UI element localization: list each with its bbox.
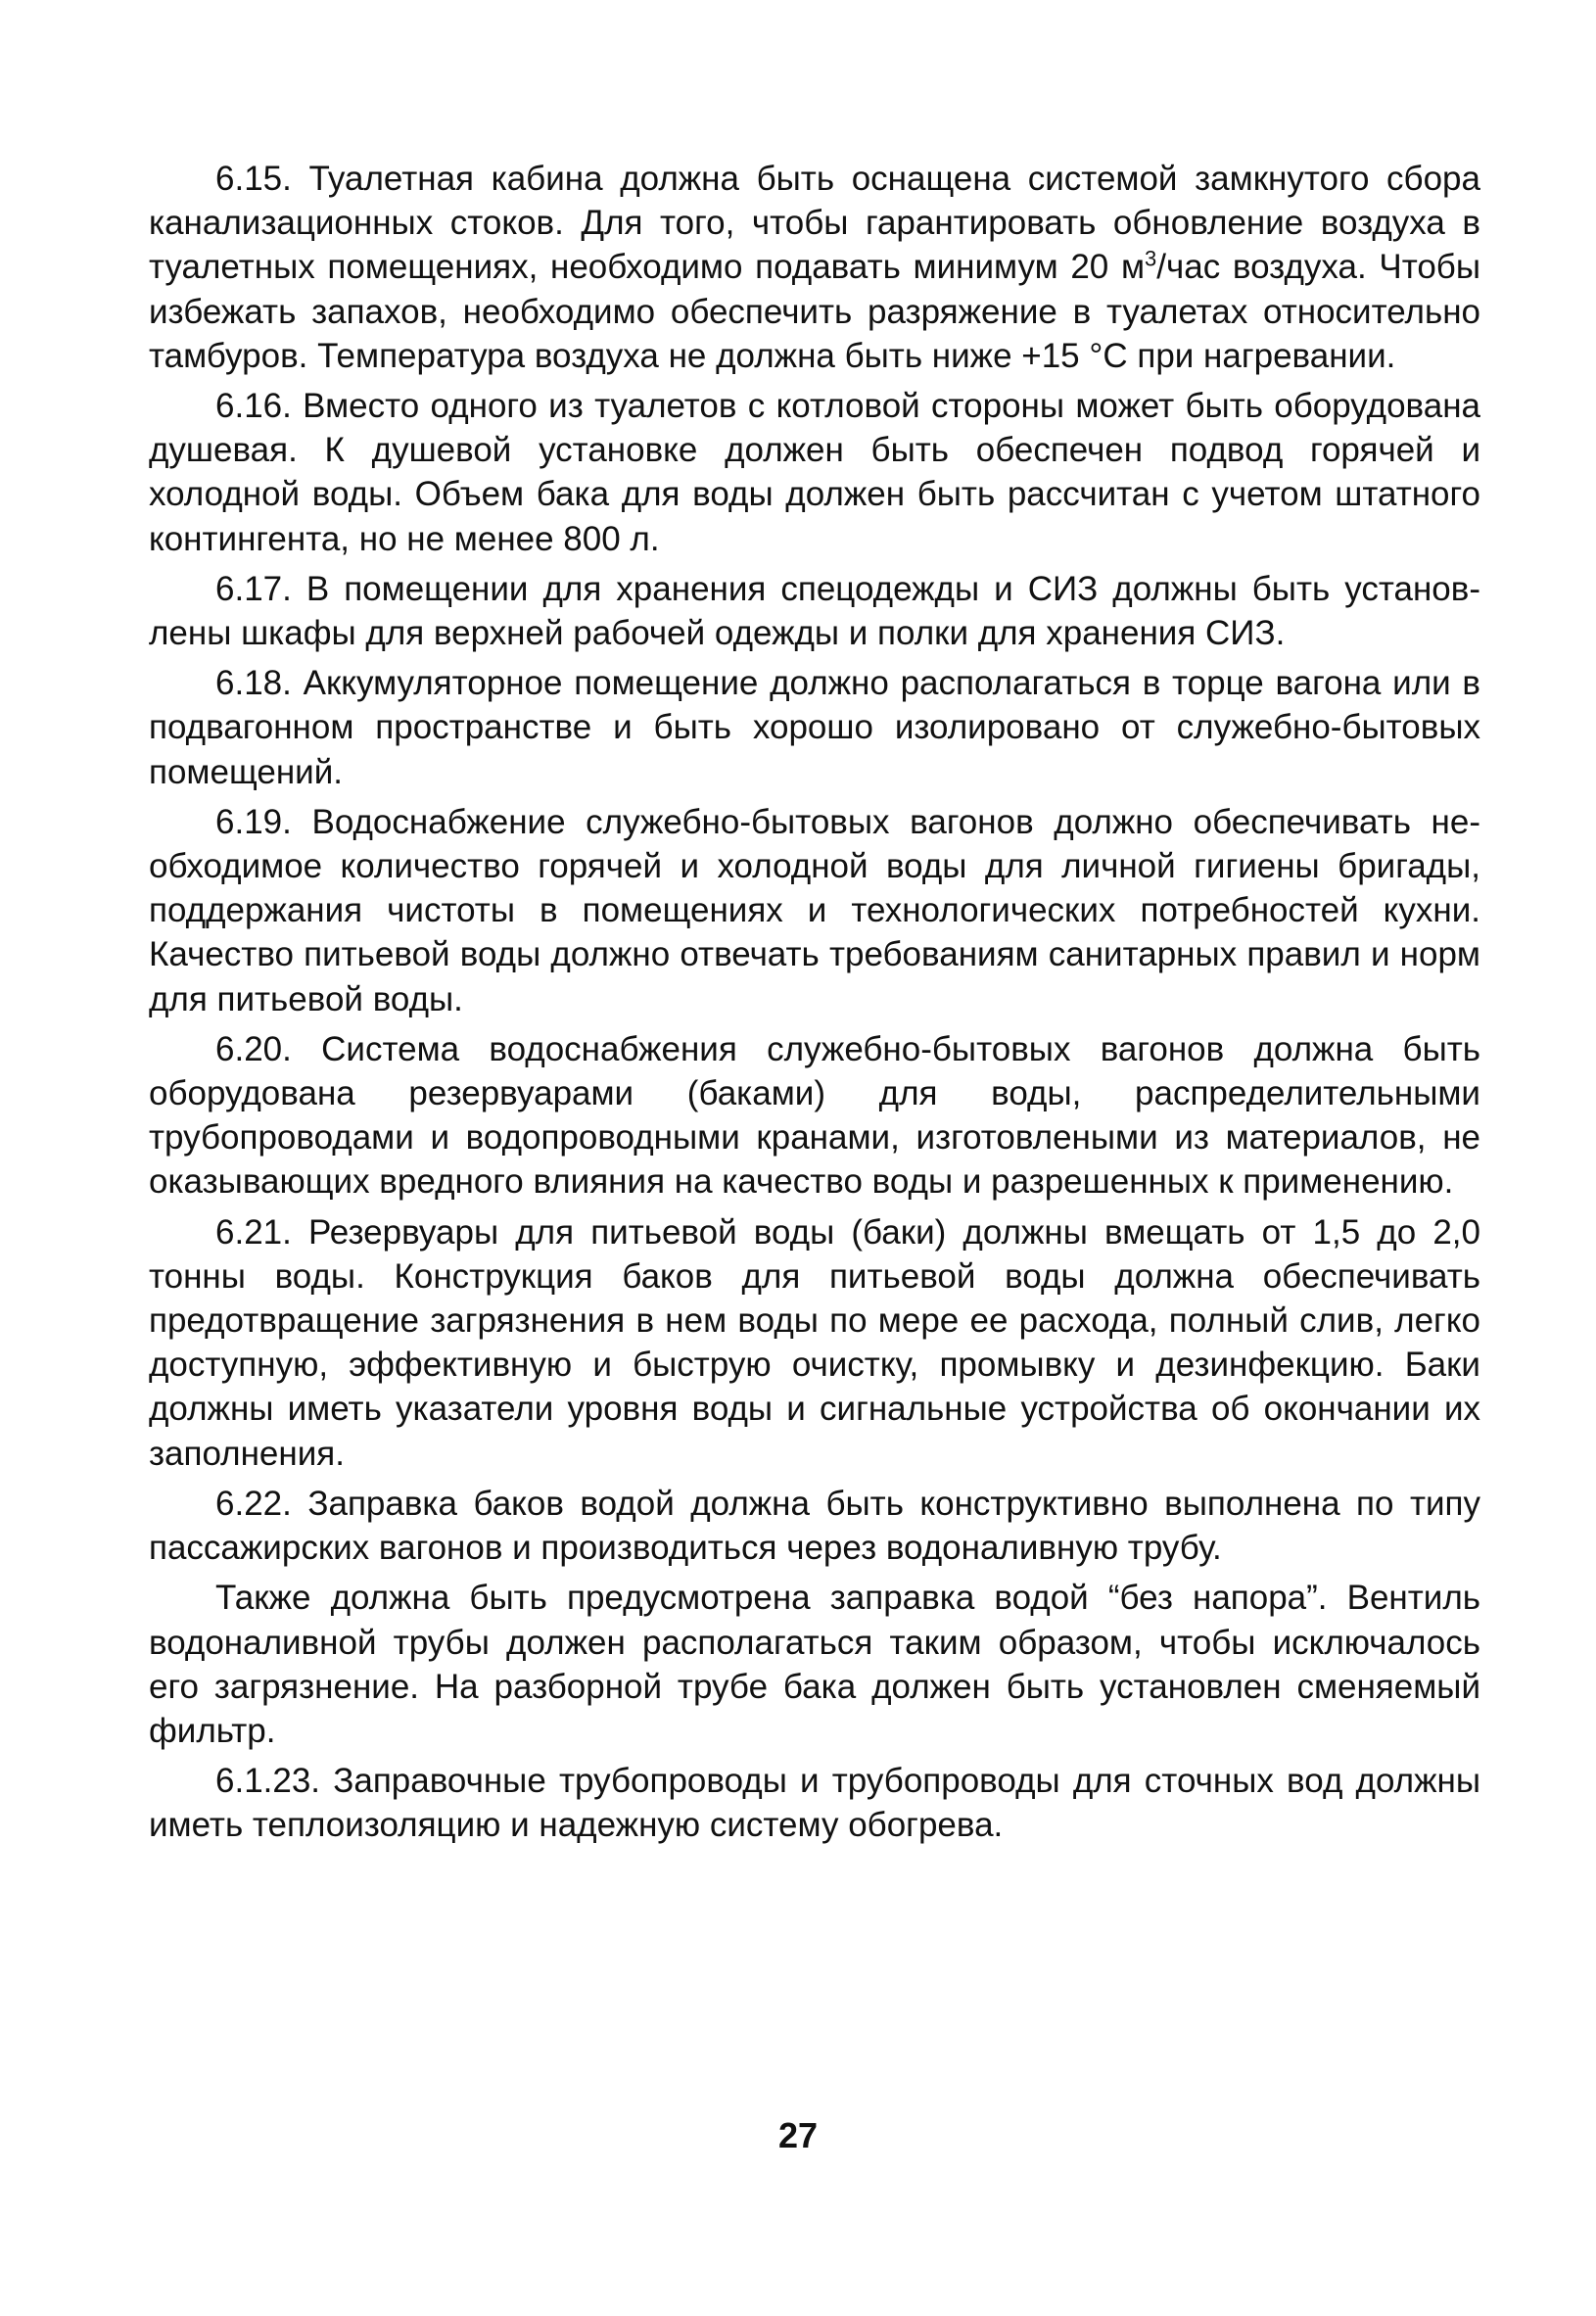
paragraph-text: В помещении для хранения спецодежды и СИЗ должны быть установлены шкафы для верхней рабочей одежды и полки для хранения СИЗ. (149, 569, 1480, 653)
paragraph-number: 6.16. (215, 387, 292, 426)
paragraph-number: 6.18. (215, 664, 292, 703)
document-page (149, 157, 1480, 1854)
paragraph-6-17 (149, 567, 1480, 655)
paragraph-6-15 (149, 157, 1480, 378)
paragraph-number: 6.1.23. (215, 1762, 321, 1801)
paragraph-text: Туалетная кабина должна быть оснащена системой замкнутого сбора канализационных стоков. Для того, чтобы гарантировать обновление воздуха в туалетных помещениях, необходимо подавать минимум 20 м (149, 160, 1480, 287)
paragraph-number: 6.17. (215, 569, 292, 608)
paragraph-text: Система водоснабжения служебно-бытовых вагонов должна быть оборудована резервуарами (баками) для воды, распределительными трубопроводами и водопроводными кранами, изготовлеными из материалов, не оказывающих вредного влияния на качество воды и разрешенных к применению. (149, 1029, 1480, 1202)
paragraph-6-1-23 (149, 1759, 1480, 1847)
paragraph-number: 6.19. (215, 802, 292, 841)
paragraph-6-21 (149, 1210, 1480, 1476)
paragraph-text: Аккумуляторное помещение должно располагаться в торце вагона или в подвагонном пространстве и быть хорошо изолировано от служебно-бытовых помещений. (149, 664, 1480, 791)
paragraph-number: 6.15. (215, 160, 292, 198)
paragraph-text: Заправка баков водой должна быть конструктивно выполнена по типу пассажирских вагонов и производиться через водоналивную трубу. (149, 1484, 1480, 1568)
paragraph-number: 6.20. (215, 1029, 292, 1068)
page-number: 27 (777, 2115, 819, 2155)
paragraph-6-16 (149, 384, 1480, 561)
paragraph-text: Вместо одного из туалетов с котловой стороны может быть оборудована душевая. К душевой установке должен быть обеспечен подвод горячей и холодной воды. Объем бака для воды должен быть рассчитан с учетом штатного контингента, но не менее 800 л. (149, 387, 1480, 558)
paragraph-text: Заправочные трубопроводы и трубопроводы для сточных вод должны иметь теплоизоляцию и надежную систему обогрева. (149, 1762, 1480, 1845)
paragraph-6-18 (149, 661, 1480, 794)
paragraph-text: Также должна быть предусмотрена заправка водой “без напора”. Вентиль водоналивной трубы должен располагаться таким образом, чтобы исключалось его загрязнение. На разборной трубе бака должен быть установлен сменяемый фильтр. (149, 1579, 1480, 1750)
paragraph-6-19 (149, 800, 1480, 1021)
superscript-cubic: 3 (1145, 246, 1157, 271)
paragraph-number: 6.21. (215, 1212, 292, 1252)
paragraph-text: Водоснабжение служебно-бытовых вагонов должно обеспечивать необходимое количество горячей и холодной воды для личной гигиены бригады, поддержания чистоты в помещениях и технологических потребностей кухни. Качество питьевой воды должно отвечать требованиям санитарных правил и норм для питьевой воды. (149, 802, 1480, 1018)
paragraph-number: 6.22. (215, 1484, 292, 1523)
paragraph-text: /час воздуха. Чтобы избежать запахов, необходимо обеспечить разряжение в туалетах относительно тамбуров. Температура воздуха не должна быть ниже +15 °С при нагревании. (149, 248, 1480, 375)
paragraph-6-22 (149, 1482, 1480, 1570)
paragraph-6-20 (149, 1027, 1480, 1205)
paragraph-6-22-continued (149, 1576, 1480, 1753)
paragraph-text: Резервуары для питьевой воды (баки) должны вмещать от 1,5 до 2,0 тонны воды. Конструкция баков для питьевой воды должна обеспечивать предотвращение загрязнения в нем воды по мере ее расхода, полный слив, легко доступную, эффективную и быструю очистку, промывку и дезинфекцию. Баки должны иметь указатели уровня воды и сигнальные устройства об окончании их заполнения. (149, 1212, 1480, 1473)
